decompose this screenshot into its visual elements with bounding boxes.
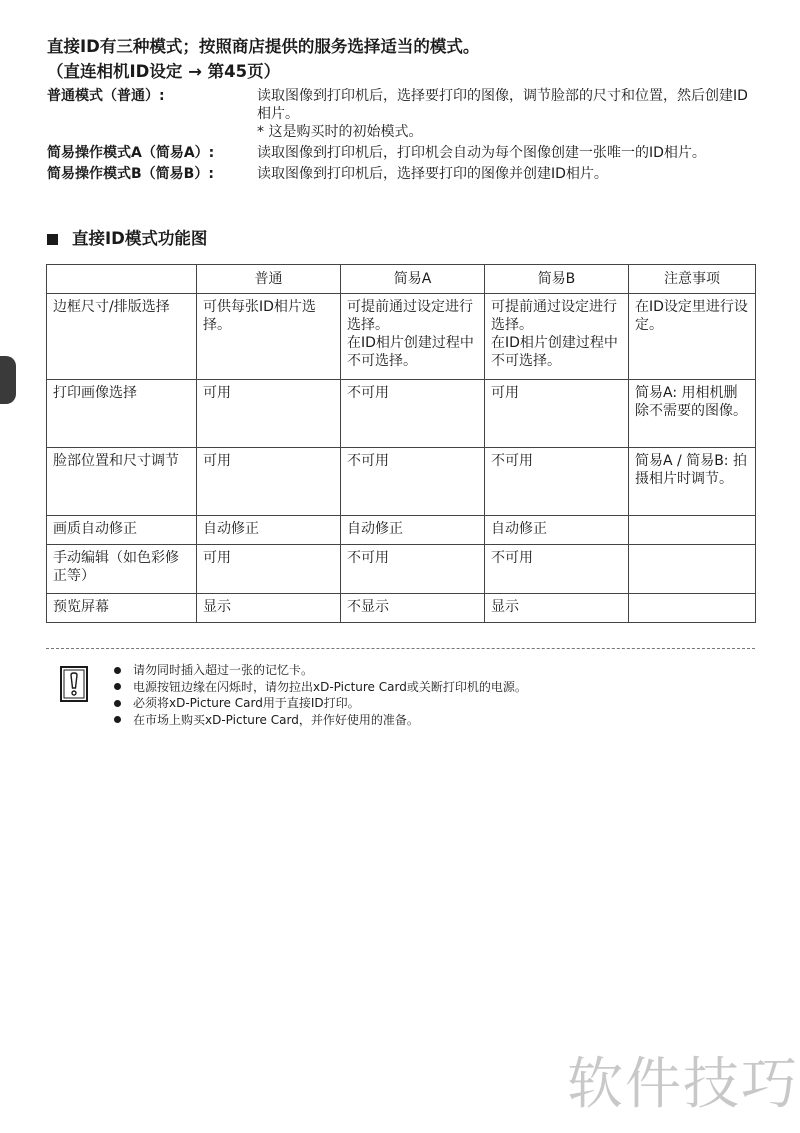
mode-description-text: 读取图像到打印机后，选择要打印的图像，调节脸部的尺寸和位置，然后创建ID相片。	[257, 88, 748, 122]
table-cell: 自动修正	[197, 516, 341, 545]
table-cell	[629, 516, 756, 545]
mode-label: 简易操作模式B（简易B）:	[47, 166, 214, 182]
list-item	[112, 662, 527, 679]
table-row	[47, 516, 756, 545]
table-cell: 打印画像选择	[47, 380, 197, 448]
table-cell: 不可用	[485, 545, 629, 594]
table-row	[47, 594, 756, 623]
note-text: 必须将xD-Picture Card用于直接ID打印。	[133, 696, 360, 710]
table-cell: 简易A / 简易B: 拍摄相片时调节。	[629, 448, 756, 516]
notes-list	[112, 662, 527, 728]
section-heading	[47, 228, 207, 250]
table-cell: 不显示	[341, 594, 485, 623]
table-cell: 不可用	[485, 448, 629, 516]
list-item	[112, 712, 527, 729]
table-header-cell: 简易B	[485, 265, 629, 294]
note-text: 在市场上购买xD-Picture Card，并作好使用的准备。	[133, 712, 419, 727]
list-item	[112, 679, 527, 696]
mode-item-normal	[47, 87, 767, 141]
section-heading-text: 直接ID模式功能图	[72, 229, 208, 248]
table-cell: 自动修正	[341, 516, 485, 545]
dashed-divider	[46, 648, 755, 649]
mode-description	[257, 87, 757, 141]
table-cell	[629, 594, 756, 623]
table-row	[47, 380, 756, 448]
table-cell: 自动修正	[485, 516, 629, 545]
table-cell: 可用	[197, 380, 341, 448]
table-cell: 不可用	[341, 545, 485, 594]
table-cell: 画质自动修正	[47, 516, 197, 545]
watermark: 软件技巧	[567, 1052, 799, 1117]
list-item	[112, 695, 527, 712]
table-cell: 在ID设定里进行设定。	[629, 294, 756, 380]
note-text: 请勿同时插入超过一张的记忆卡。	[133, 663, 314, 677]
table-row	[47, 545, 756, 594]
mode-note: * 这是购买时的初始模式。	[257, 124, 423, 140]
mode-description: 读取图像到打印机后，打印机会自动为每个图像创建一张唯一的ID相片。	[257, 145, 706, 161]
mode-label: 普通模式（普通）:	[47, 88, 165, 104]
side-thumb-tab	[0, 356, 16, 404]
table-cell: 边框尺寸/排版选择	[47, 294, 197, 380]
table-header-row	[47, 265, 756, 294]
table-cell: 可供每张ID相片选择。	[197, 294, 341, 380]
mode-label: 简易操作模式A（简易A）:	[47, 145, 215, 161]
mode-item-easy-a	[47, 144, 767, 162]
note-text: 电源按钮边缘在闪烁时，请勿拉出xD-Picture Card或关断打印机的电源。	[133, 679, 527, 694]
bullet-icon	[114, 716, 121, 723]
table-cell: 可用	[197, 545, 341, 594]
black-square-icon	[47, 234, 58, 245]
bullet-icon	[114, 700, 121, 707]
table-cell: 显示	[197, 594, 341, 623]
table-cell: 可用	[485, 380, 629, 448]
caution-note-icon	[60, 666, 88, 702]
intro	[47, 34, 767, 84]
table-cell: 显示	[485, 594, 629, 623]
bullet-icon	[114, 667, 121, 674]
table-cell: 不可用	[341, 380, 485, 448]
mode-item-easy-b	[47, 165, 767, 183]
table-cell	[629, 545, 756, 594]
table-row	[47, 294, 756, 380]
intro-line-1: 直接ID有三种模式；按照商店提供的服务选择适当的模式。	[47, 37, 480, 56]
function-table	[46, 264, 756, 623]
table-header-cell: 普通	[197, 265, 341, 294]
table-cell: 可提前通过设定进行选择。 在ID相片创建过程中不可选择。	[485, 294, 629, 380]
intro-line-2: （直连相机ID设定 → 第45页）	[47, 62, 281, 81]
table-row	[47, 448, 756, 516]
table-cell: 不可用	[341, 448, 485, 516]
table-header-cell	[47, 265, 197, 294]
table-header-cell: 简易A	[341, 265, 485, 294]
table-cell: 手动编辑（如色彩修正等）	[47, 545, 197, 594]
table-cell: 预览屏幕	[47, 594, 197, 623]
bullet-icon	[114, 683, 121, 690]
mode-list	[47, 87, 767, 186]
table-cell: 可提前通过设定进行选择。 在ID相片创建过程中不可选择。	[341, 294, 485, 380]
table-cell: 简易A: 用相机删除不需要的图像。	[629, 380, 756, 448]
mode-description: 读取图像到打印机后，选择要打印的图像并创建ID相片。	[257, 166, 608, 182]
table-cell: 可用	[197, 448, 341, 516]
table-header-cell: 注意事项	[629, 265, 756, 294]
table-cell: 脸部位置和尺寸调节	[47, 448, 197, 516]
